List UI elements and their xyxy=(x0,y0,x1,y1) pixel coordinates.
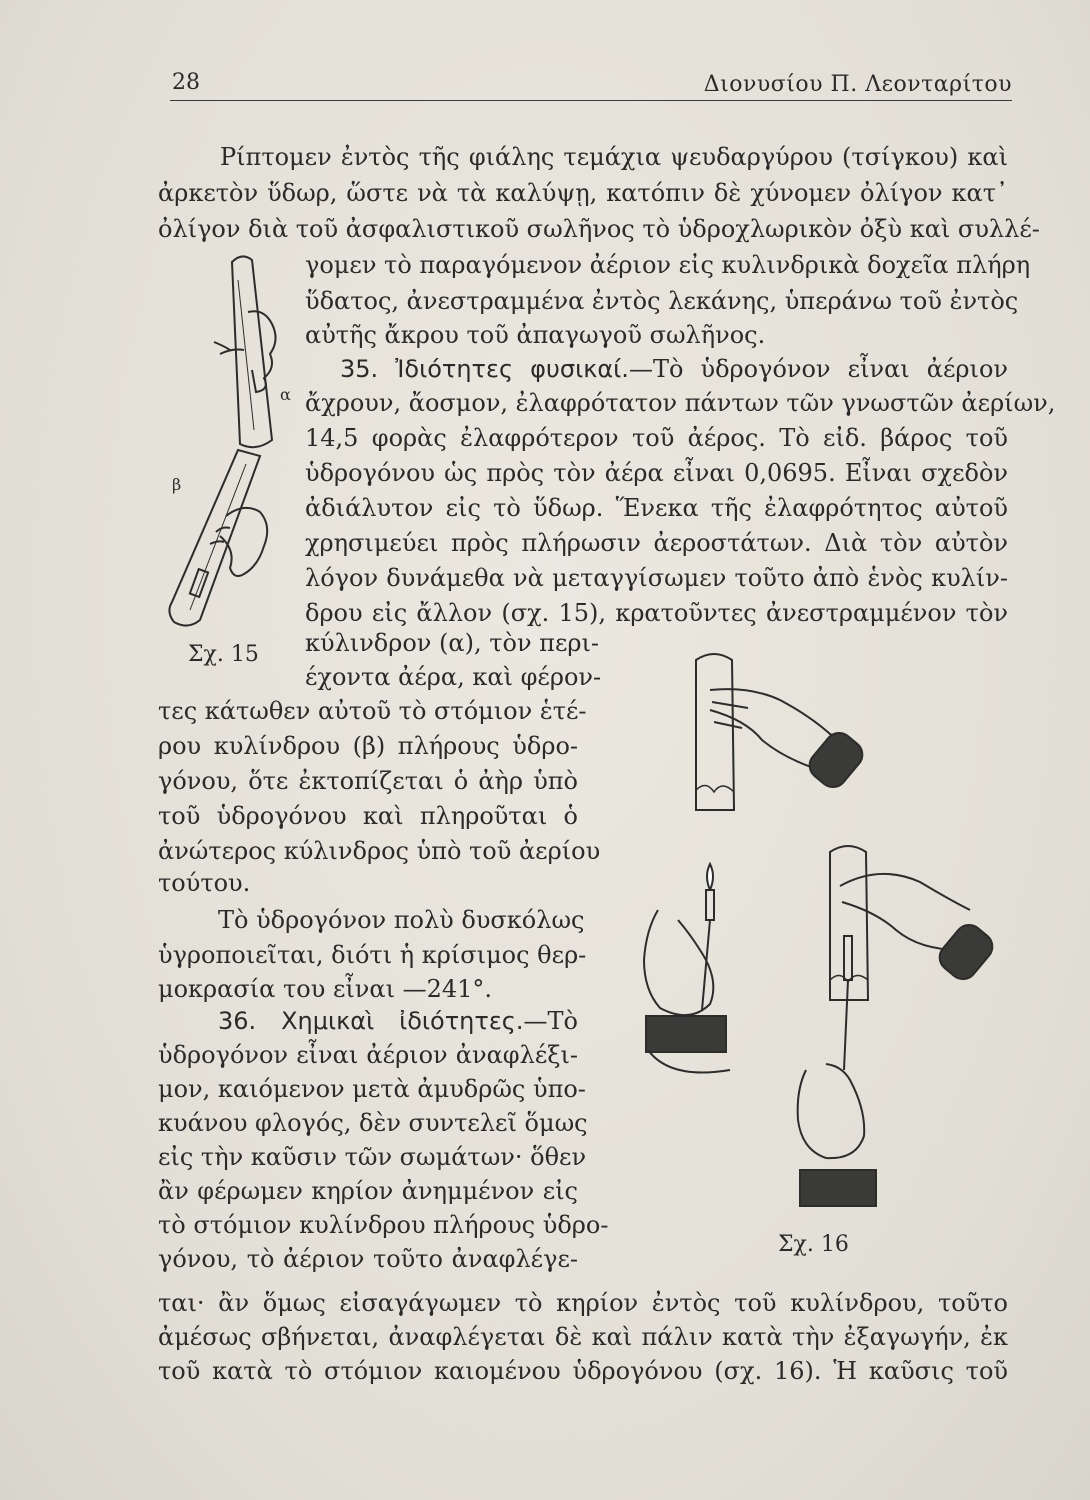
text-line: ἄχρουν, ἄοσμον, ἐλαφρότατον πάντων τῶν γνωστῶν ἀερίων, xyxy=(305,389,1056,417)
section-35-heading: 35. Ἰδιότητες φυσικαί. xyxy=(340,355,629,383)
cuff-right-bottom-icon xyxy=(800,1170,876,1206)
candle-left xyxy=(706,890,714,920)
figure-16 xyxy=(630,650,1010,1220)
text-line: ὕδατος, ἀνεστραμμένα ἐντὸς λεκάνης, ὑπεράνω τοῦ ἐντὸς xyxy=(305,287,1019,315)
cuff-right-icon xyxy=(934,919,998,985)
text-line: ρου κυλίνδρου (β) πλήρους ὑδρο- xyxy=(158,732,578,760)
cuff-left-icon xyxy=(646,1016,726,1052)
hand-lower-icon xyxy=(220,508,267,576)
text-line: ὑγροποιεῖται, διότι ἡ κρίσιμος θερ- xyxy=(158,941,587,969)
text-line: ὑδρογόνον εἶναι ἀέριον ἀναφλέξι- xyxy=(158,1041,578,1069)
cuff-top-icon xyxy=(804,727,868,793)
text-line: έχοντα ἀέρα, καὶ φέρον- xyxy=(305,663,602,691)
text-line: ἀδιάλυτον εἰς τὸ ὕδωρ. Ἕνεκα τῆς ἐλαφρότητος αὐτοῦ xyxy=(305,494,1008,522)
text-line: ὀλίγον διὰ τοῦ ἀσφαλιστικοῦ σωλῆνος τὸ ὑδροχλωρικὸν ὀξὺ καὶ συλλέ- xyxy=(158,215,1040,243)
page-number: 28 xyxy=(172,70,200,95)
text-line: 14,5 φορὰς ἐλαφρότερον τοῦ ἀέρος. Τὸ εἰδ. βάρος τοῦ xyxy=(305,424,1008,452)
text-line: τοῦ ὑδρογόνου καὶ πληροῦται ὁ xyxy=(158,802,578,830)
text-line: μον, καιόμενον μετὰ ἀμυδρῶς ὑπο- xyxy=(158,1075,586,1103)
flame-left-icon xyxy=(707,864,713,890)
text-line: Ρίπτομεν ἐντὸς τῆς φιάλης τεμάχια ψευδαργύρου (τσίγκου) καὶ xyxy=(220,143,1008,171)
text-line: τὸ στόμιον κυλίνδρου πλήρους ὑδρο- xyxy=(158,1211,609,1239)
text-line: γόνου, ὅτε ἐκτοπίζεται ὁ ἀὴρ ὑπὸ xyxy=(158,767,578,795)
section-36-heading: 36. Χημικαὶ ἰδιότητες. xyxy=(218,1007,524,1035)
text-line: δρου εἰς ἄλλον (σχ. 15), κρατοῦντες ἀνεστραμμένον τὸν xyxy=(305,599,1008,627)
text-line: τούτου. xyxy=(158,869,251,897)
figure-15-label-a: α xyxy=(280,385,291,404)
text-line: λόγον δυνάμεθα νὰ μεταγγίσωμεν τοῦτο ἀπὸ ἑνὸς κυλίν- xyxy=(305,564,1008,592)
text-line: κυάνου φλογός, δὲν συντελεῖ ὅμως xyxy=(158,1109,588,1137)
figure-15-label-b: β xyxy=(172,475,182,494)
section-35-first-line-text: —Τὸ ὑδρογόνον εἶναι ἀέριον xyxy=(628,355,1008,383)
text-line: ἂν φέρωμεν κηρίον ἀνημμένον εἰς xyxy=(158,1177,578,1205)
cylinder-b xyxy=(169,450,260,626)
text-line: ἀμέσως σβήνεται, ἀναφλέγεται δὲ καὶ πάλιν κατὰ τὴν ἐξαγωγήν, ἐκ xyxy=(158,1323,1008,1351)
text-line: τοῦ κατὰ τὸ στόμιον καιομένου ὑδρογόνου (σχ. 16). Ἡ καῦσις τοῦ xyxy=(158,1357,1008,1385)
section-36-first-line xyxy=(218,1004,578,1038)
text-line: μοκρασία του εἶναι —241°. xyxy=(158,975,493,1003)
text-line: ὑδρογόνου ὡς πρὸς τὸν ἀέρα εἶναι 0,0695. Εἶναι σχεδὸν xyxy=(305,459,1008,487)
cylinder-a xyxy=(232,256,272,447)
text-line: χρησιμεύει πρὸς πλήρωσιν ἀεροστάτων. Διὰ τὸν αὐτὸν xyxy=(305,529,1008,557)
text-line: ἀρκετὸν ὕδωρ, ὥστε νὰ τὰ καλύψῃ, κατόπιν δὲ χύνομεν ὀλίγον κατ᾽ xyxy=(158,179,1008,207)
figure-15-drawing xyxy=(160,250,300,640)
figure-15-caption: Σχ. 15 xyxy=(188,642,259,667)
section-35-first-line xyxy=(340,352,1008,386)
text-line: ται· ἂν ὅμως εἰσαγάγωμεν τὸ κηρίον ἐντὸς τοῦ κυλίνδρου, τοῦτο xyxy=(158,1289,1008,1317)
figure-16-drawing xyxy=(630,650,1010,1220)
figure-15 xyxy=(160,250,300,640)
text-line: Τὸ ὑδρογόνον πολὺ δυσκόλως xyxy=(218,906,585,934)
text-line: αὐτῆς ἄκρου τοῦ ἀπαγωγοῦ σωλῆνος. xyxy=(305,321,766,349)
text-line: εἰς τὴν καῦσιν τῶν σωμάτων· ὅθεν xyxy=(158,1143,587,1171)
candle-right xyxy=(844,936,852,980)
section-36-first-line-text: —Τὸ xyxy=(523,1007,578,1035)
text-line: ἀνώτερος κύλινδρος ὑπὸ τοῦ ἀερίου xyxy=(158,837,601,865)
text-line: τες κάτωθεν αὐτοῦ τὸ στόμιον ἑτέ- xyxy=(158,697,587,725)
running-head xyxy=(170,68,1012,101)
hand-right-top-icon xyxy=(840,874,970,910)
hand-right-bottom-icon xyxy=(798,1064,865,1158)
text-line: κύλινδρον (α), τὸν περι- xyxy=(305,629,599,657)
figure-16-caption: Σχ. 16 xyxy=(778,1232,849,1257)
text-line: γομεν τὸ παραγόμενον ἀέριον εἰς κυλινδρικὰ δοχεῖα πλήρη xyxy=(305,251,1031,279)
running-title: Διονυσίου Π. Λεονταρίτου xyxy=(703,72,1012,97)
text-line: γόνου, τὸ ἀέριον τοῦτο ἀναφλέγε- xyxy=(158,1245,578,1273)
